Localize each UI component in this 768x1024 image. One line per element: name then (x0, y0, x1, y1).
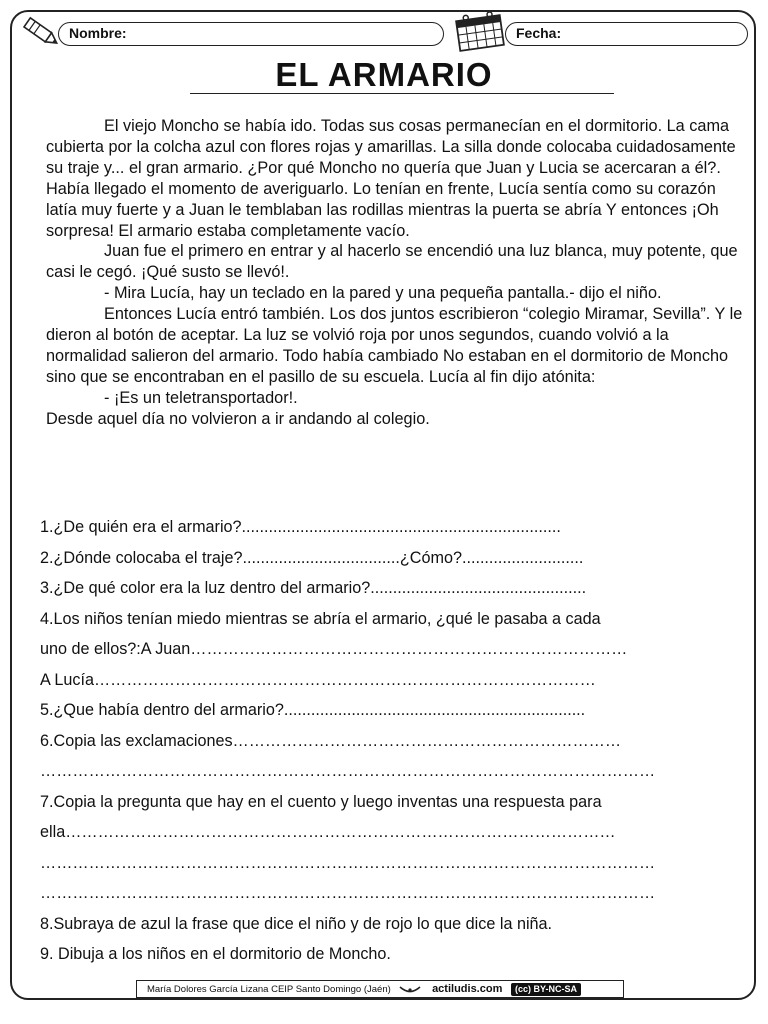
story-paragraph: - ¡Es un teletransportador!. (104, 388, 298, 407)
title-underline (190, 93, 614, 94)
answer-line: …………………………………………………………………………………………………… (40, 853, 656, 872)
date-field[interactable] (505, 22, 748, 46)
footer-site: actiludis.com (432, 983, 503, 995)
question-line: 8.Subraya de azul la frase que dice el niño y de rojo lo que dice la niña. (40, 914, 553, 933)
question-line: ella………………………………………………………………………………………… (40, 823, 616, 841)
actiludis-logo-icon (399, 984, 421, 994)
question-line: 5.¿Que había dentro del armario?................................................................... (40, 701, 586, 719)
questions-list (40, 517, 740, 975)
question-line: uno de ellos?:A Juan……………………………………………………………………… (40, 640, 628, 658)
date-label: Fecha: (516, 25, 562, 41)
story-paragraph: - Mira Lucía, hay un teclado en la pared y una pequeña pantalla.- dijo el niño. (104, 284, 662, 303)
name-field[interactable] (58, 22, 444, 46)
question-line: 2.¿Dónde colocaba el traje?...................................¿Cómo?........................... (40, 548, 584, 567)
story-paragraph: El viejo Moncho se había ido. Todas sus cosas permanecían en el dormitorio. La cama cubierta por la colcha azul con flores rojas y amarillas. La silla donde colocaba cuidadosamente su traje y... el gran armario. ¿Por qué Moncho no quería que Juan y Lucia se acercaran a él?. Había llegado el momento de averiguarlo. Lo tenían en frente, Lucía sentía como su corazón latía muy fuerte y a Juan le temblaban las rodillas mientras la puerta se abría Y entonces ¡Oh sorpresa! El armario estaba completamente vacío. (46, 117, 736, 240)
question-line: 4.Los niños tenían miedo mientras se abría el armario, ¿qué le pasaba a cada (40, 609, 601, 628)
calendar-icon (452, 10, 508, 56)
name-label: Nombre: (69, 25, 127, 41)
question-line: 7.Copia la pregunta que hay en el cuento y luego inventas una respuesta para (40, 792, 602, 811)
pencil-icon (16, 14, 64, 50)
question-line: 6.Copia las exclamaciones……………………………………………………………… (40, 731, 622, 750)
question-line: 1.¿De quién era el armario?....................................................................... (40, 518, 561, 536)
page-title: EL ARMARIO (275, 56, 493, 93)
story-paragraph: Juan fue el primero en entrar y al hacerlo se encendió una luz blanca, muy potente, que casi le cegó. ¡Qué susto se llevó!. (46, 242, 738, 282)
question-line: A Lucía………………………………………………………………………………… (40, 670, 596, 689)
question-line: 9. Dibuja a los niños en el dormitorio de Moncho. (40, 945, 391, 963)
footer-credits (136, 980, 624, 998)
story-text (46, 116, 746, 430)
story-paragraph: Desde aquel día no volvieron a ir andando al colegio. (46, 409, 430, 428)
answer-line: …………………………………………………………………………………………………… (40, 762, 656, 780)
footer-author: María Dolores García Lizana CEIP Santo Domingo (Jaén) (147, 984, 391, 995)
license-badge: (cc) BY-NC-SA (511, 983, 581, 996)
answer-line: …………………………………………………………………………………………………… (40, 884, 656, 902)
question-line: 3.¿De qué color era la luz dentro del armario?................................................ (40, 579, 587, 597)
story-paragraph: Entonces Lucía entró también. Los dos juntos escribieron “colegio Miramar, Sevilla”. Y le dieron al botón de aceptar. La luz se volvió roja por unos segundos, cuando volvió a la normalidad salieron del armario. Todo había cambiado No estaban en el dormitorio de Moncho sino que se encontraban en el pasillo de su escuela. Lucía al fin dijo atónita: (46, 305, 743, 386)
